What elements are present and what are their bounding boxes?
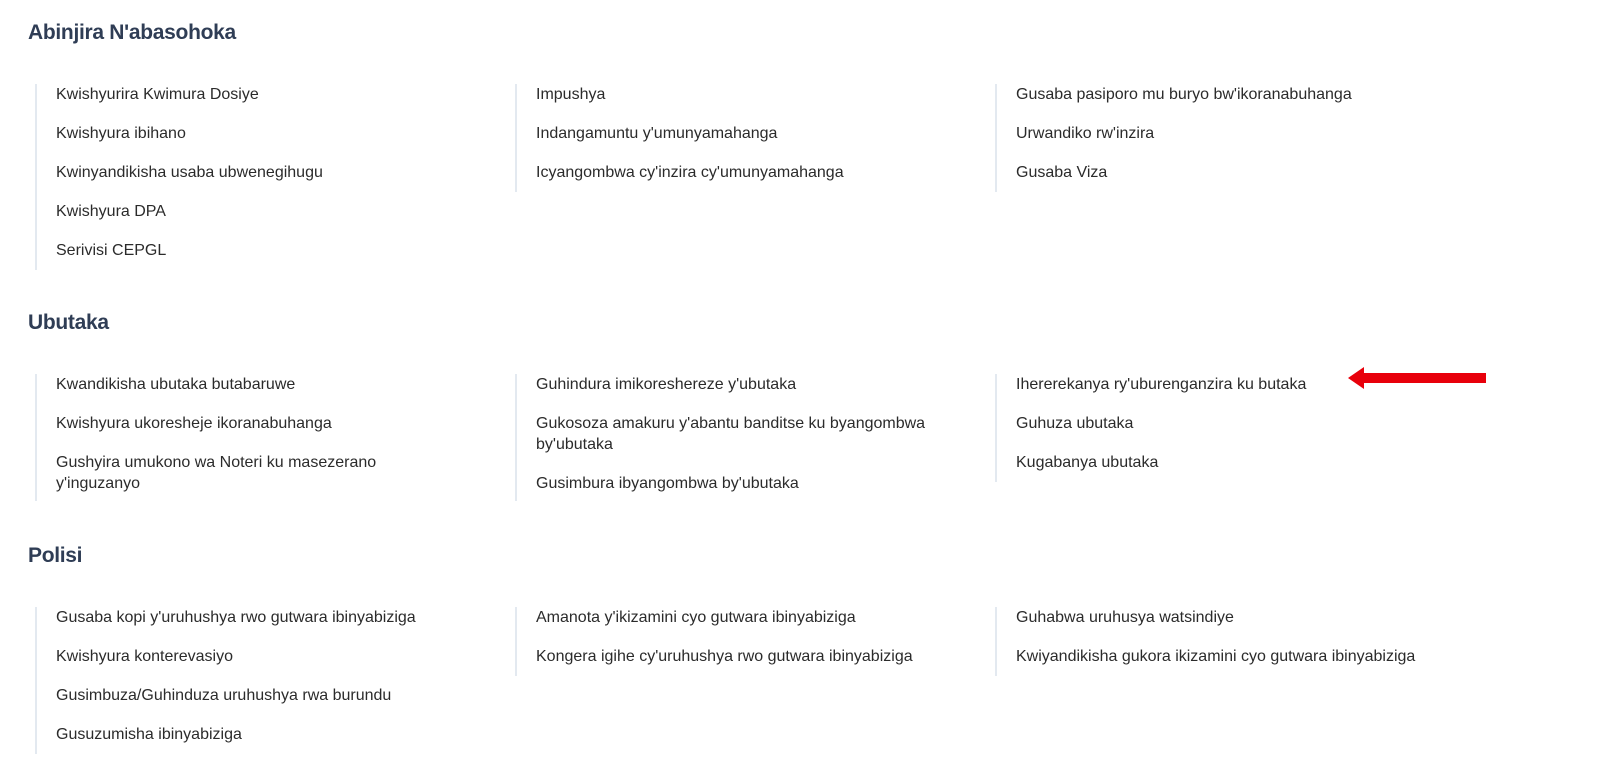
service-column [515, 84, 976, 192]
service-column [995, 374, 1536, 482]
section-title: Polisi [28, 544, 83, 567]
service-link[interactable]: Kwishyura DPA [56, 203, 166, 220]
service-link[interactable]: Amanota y'ikizamini cyo gutwara ibinyabiziga [536, 609, 856, 626]
service-link[interactable]: Gusaba kopi y'uruhushya rwo gutwara ibinyabiziga [56, 609, 416, 626]
service-link[interactable]: Guhabwa uruhusya watsindiye [1016, 609, 1234, 626]
arrow-shape [1348, 367, 1486, 389]
service-link[interactable]: Gusimbuza/Guhinduza uruhushya rwa burundu [56, 687, 392, 704]
service-link[interactable]: Kwiyandikisha gukora ikizamini cyo gutwara ibinyabiziga [1016, 648, 1416, 665]
arrow-left-icon [1348, 367, 1486, 389]
section-ubutaka [28, 310, 1588, 504]
service-link[interactable]: Impushya [536, 86, 606, 103]
service-link[interactable]: Kwishyura ukoresheje ikoranabuhanga [56, 415, 332, 432]
service-link[interactable]: Kwinyandikisha usaba ubwenegihugu [56, 164, 323, 181]
service-column [35, 374, 496, 501]
service-link[interactable]: Gusaba pasiporo mu buryo bw'ikoranabuhanga [1016, 86, 1352, 103]
service-link[interactable]: Gusaba Viza [1016, 164, 1108, 181]
service-link[interactable]: Urwandiko rw'inzira [1016, 125, 1155, 142]
services-columns [28, 374, 1588, 504]
service-link[interactable]: Kwishyura konterevasiyo [56, 648, 233, 665]
service-column [515, 374, 976, 501]
service-link[interactable]: Guhuza ubutaka [1016, 415, 1134, 432]
section-abinjira [28, 20, 1588, 274]
service-link[interactable]: Kongera igihe cy'uruhushya rwo gutwara ibinyabiziga [536, 648, 913, 665]
service-link[interactable]: Kwishyurira Kwimura Dosiye [56, 86, 259, 103]
service-link[interactable]: Kwishyura ibihano [56, 125, 186, 142]
service-link[interactable]: Ihererekanya ry'uburenganzira ku butaka [1016, 376, 1307, 393]
service-link[interactable]: Gusimbura ibyangombwa by'ubutaka [536, 475, 799, 492]
services-columns [28, 84, 1588, 274]
service-column [515, 607, 976, 676]
section-title: Abinjira N'abasohoka [28, 21, 236, 44]
service-link[interactable]: Guhindura imikoreshereze y'ubutaka [536, 376, 797, 393]
service-link[interactable]: Gusuzumisha ibinyabiziga [56, 726, 242, 743]
service-link[interactable]: Indangamuntu y'umunyamahanga [536, 125, 778, 142]
service-link[interactable]: Icyangombwa cy'inzira cy'umunyamahanga [536, 164, 844, 181]
service-link[interactable]: Kugabanya ubutaka [1016, 454, 1159, 471]
service-column [35, 607, 496, 754]
section-polisi [28, 543, 1588, 757]
service-column [995, 607, 1536, 676]
service-column [35, 84, 496, 270]
section-title: Ubutaka [28, 311, 109, 334]
service-column [995, 84, 1536, 192]
service-link[interactable]: Gushyira umukono wa Noteri ku masezerano y'inguzanyo [56, 454, 377, 492]
service-link[interactable]: Gukosoza amakuru y'abantu banditse ku byangombwa by'ubutaka [536, 415, 926, 453]
service-link[interactable]: Serivisi CEPGL [56, 242, 167, 259]
service-link[interactable]: Kwandikisha ubutaka butabaruwe [56, 376, 296, 393]
services-columns [28, 607, 1588, 757]
